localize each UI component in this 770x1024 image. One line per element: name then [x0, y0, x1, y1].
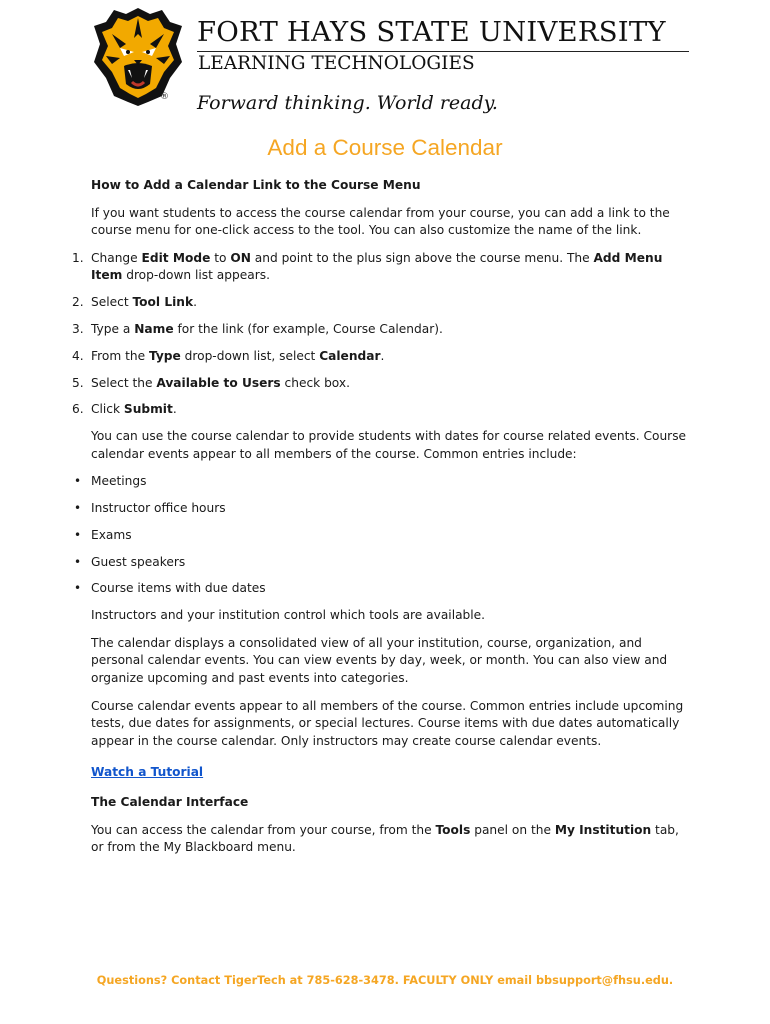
registered-mark: ® [160, 92, 169, 102]
department-name: LEARNING TECHNOLOGIES [198, 53, 475, 74]
calendar-intro-paragraph: You can use the course calendar to provide students with dates for course related events. Course calendar events appear to all members of the course. Common entries include: [91, 429, 687, 461]
course-events-paragraph: Course calendar events appear to all members of the course. Common entries include upcoming tests, due dates for assignments, or special lectures. Course items with due dates automatically appear in the course calendar. Only instructors may create course calendar events. [91, 698, 684, 748]
list-item: 5. Select the Available to Users check box. [72, 375, 350, 390]
document-body [72, 177, 691, 867]
calendar-access-paragraph: You can access the calendar from your course, from the Tools panel on the My Institution tab, or from the My Blackboard menu. [91, 822, 679, 855]
footer-contact: Questions? Contact TigerTech at 785-628-3478. FACULTY ONLY email bbsupport@fhsu.edu. [96, 974, 674, 987]
page-title: Add a Course Calendar [267, 135, 503, 160]
list-item: • Course items with due dates [74, 581, 266, 596]
list-item: 2. Select Tool Link. [72, 295, 197, 310]
section-heading-calendar-interface: The Calendar Interface [91, 794, 249, 809]
list-item: • Meetings [74, 474, 147, 489]
list-item: • Guest speakers [74, 554, 186, 569]
entries-list [74, 473, 691, 598]
list-item: 4. From the Type drop-down list, select Calendar. [72, 348, 385, 363]
list-item: • Instructor office hours [74, 501, 226, 516]
steps-list [72, 250, 691, 419]
list-item: 1. Change Edit Mode to ON and point to the plus sign above the course menu. The Add Menu Item drop-down list appears. [72, 250, 663, 283]
tagline: Forward thinking. World ready. [197, 92, 498, 114]
list-item: • Exams [74, 527, 132, 542]
list-item: 6. Click Submit. [72, 402, 177, 417]
section-heading-calendar-link: How to Add a Calendar Link to the Course Menu [91, 178, 421, 192]
tools-availability-paragraph: Instructors and your institution control which tools are available. [91, 608, 486, 623]
calendar-view-paragraph: The calendar displays a consolidated view of all your institution, course, organization, and personal calendar events. You can view events by day, week, or month. You can also view and organize upcoming and past events into categories. [91, 635, 668, 685]
university-name: FORT HAYS STATE UNIVERSITY [197, 16, 666, 48]
tiger-logo [90, 4, 186, 108]
tutorial-link-row [91, 764, 691, 782]
list-item: 3. Type a Name for the link (for example, Course Calendar). [72, 321, 443, 336]
intro-paragraph: If you want students to access the course calendar from your course, you can add a link to the course menu for one-click access to the tool. You can also customize the name of the link. [91, 205, 670, 238]
watch-tutorial-link[interactable]: Watch a Tutorial [91, 765, 204, 780]
